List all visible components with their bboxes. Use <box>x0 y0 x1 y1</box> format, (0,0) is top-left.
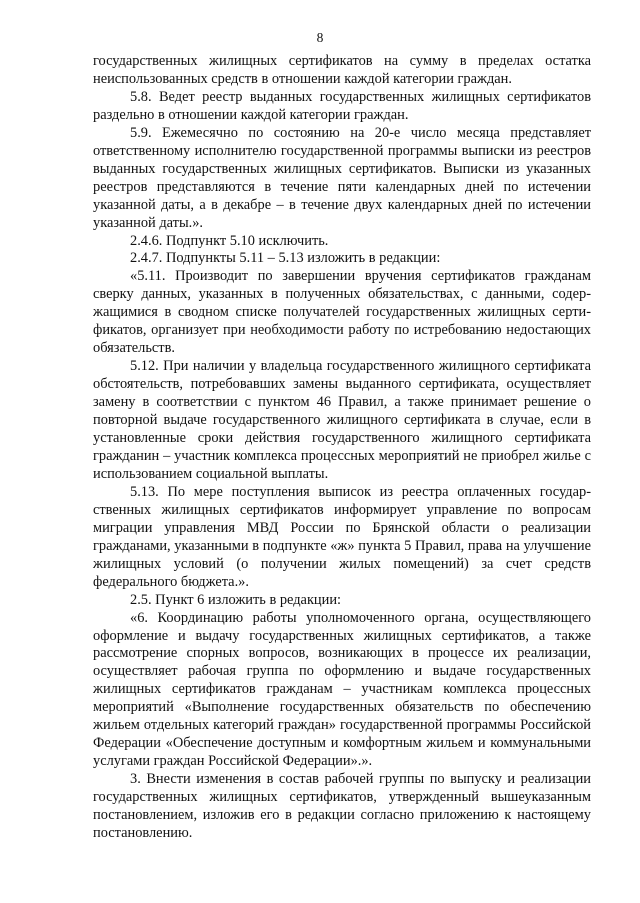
paragraph-2-4-7: 2.4.7. Подпункты 5.11 – 5.13 изложить в редакции: <box>130 250 441 267</box>
paragraph-5-8: 5.8. Ведет реестр выданных государственных жилищных сертификатов раздельно в отношении каждой категории граждан. <box>93 88 591 123</box>
paragraph-3: 3. Внести изменения в состав рабочей группы по выпуску и реализации государственных жилищных сертификатов, утвержденный вышеуказанным постановлением, изложив его в редакции согласно приложению к настоящему постановлению. <box>93 771 591 841</box>
paragraph-5-13: 5.13. По мере поступления выписок из реестра оплаченных государственных жилищных сертификатов информирует управление по вопросам миграции управления МВД России по Брянской области о реализации гражданами, указанными в подпункте «ж» пункта 5 Правил, права на улучшение жилищных условий (о получении жилых помещений) за счет средств федерального бюджета.». <box>93 483 591 590</box>
paragraph-6: «6. Координацию работы уполномоченного органа, осуществляющего оформление и выдачу государственных жилищных сертификатов, а также рассмотрение спорных вопросов, возникающих в процессе их реализации, осуществляет рабочая группа по оформлению и выдаче государственных жилищных сертификатов гражданам – участникам комплекса процессных мероприятий «Выполнение государственных обязательств по обеспечению жильем отдельных категорий граждан» государственной программы Российской Федерации «Обеспечение доступным и комфортным жильем и коммунальными услугами граждан Российской Федерации».». <box>93 609 591 770</box>
paragraph-2-5: 2.5. Пункт 6 изложить в редакции: <box>130 591 342 608</box>
document-body <box>93 53 591 843</box>
paragraph-5-12: 5.12. При наличии у владельца государственного жилищного сертификата обстоятельств, потребовавших замены выданного сертификата, осуществляет замену в соответствии с пунктом 46 Правил, а также принимает решение о повторной выдаче государственного жилищного сертификата в случае, если в установленные сроки действия государственного жилищного сертификата гражданин – участник комплекса процессных мероприятий не приобрел жилье с использованием социальной выплаты. <box>93 358 591 482</box>
paragraph-2-4-6: 2.4.6. Подпункт 5.10 исключить. <box>130 232 329 249</box>
page-number: 8 <box>316 30 324 45</box>
paragraph-5-11: «5.11. Производит по завершении вручения сертификатов гражданам сверку данных, указанных в полученных обязательствах, с данными, содержащимися в сводном списке получателей государственных жилищных сертификатов, организует при необходимости работу по истребованию недостающих обязательств. <box>93 268 591 357</box>
paragraph-5-9: 5.9. Ежемесячно по состоянию на 20-е число месяца представляет ответственному исполнителю государственной программы выписки из реестров выданных государственных жилищных сертификатов. Выписки из указанных реестров представляются в течение пяти календарных дней по истечении указанной даты, а в декабре – в течение двух календарных дней по истечении указанной даты.». <box>93 124 591 231</box>
paragraph-continuation: государственных жилищных сертификатов на сумму в пределах остатка неиспользованных средств в отношении каждой категории граждан. <box>93 53 591 87</box>
